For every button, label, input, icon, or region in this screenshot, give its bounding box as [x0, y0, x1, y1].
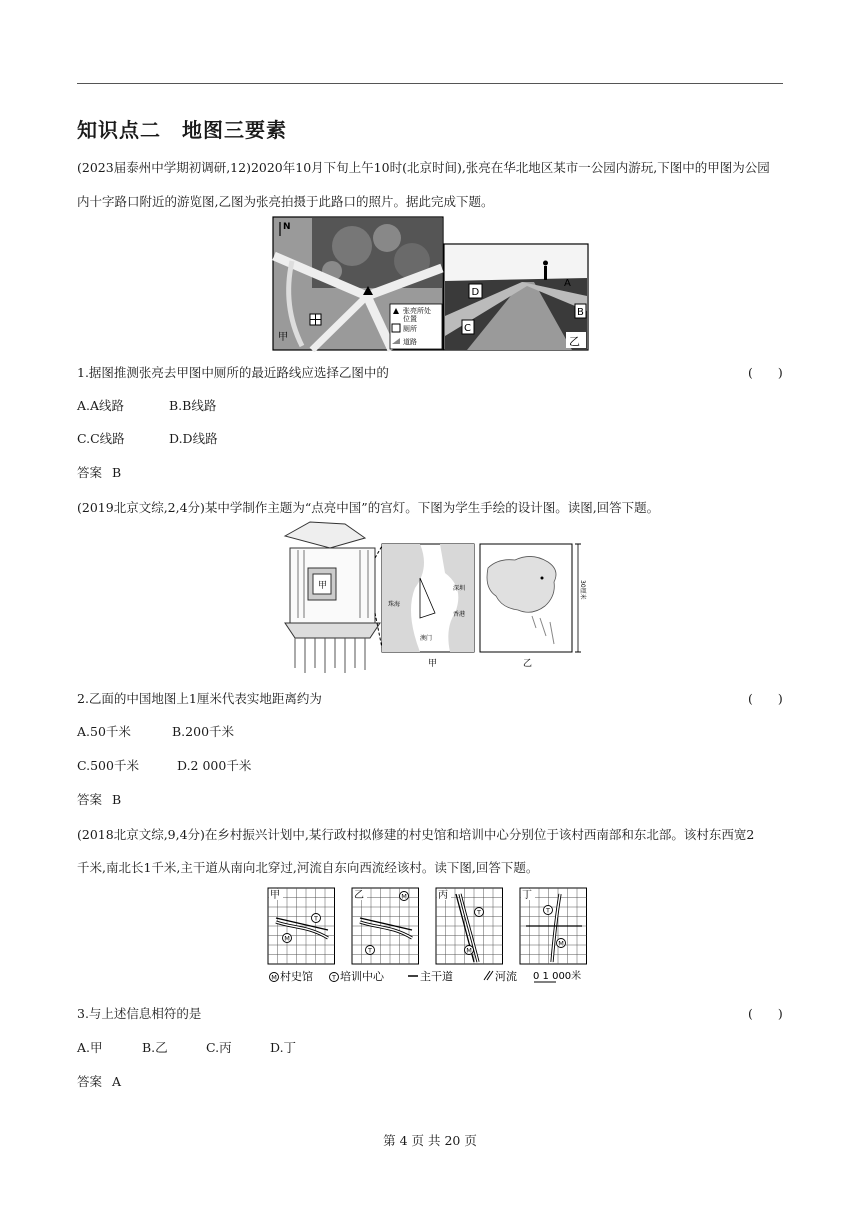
- q1-option-b: B.B线路: [169, 398, 217, 413]
- museum-bing-letter: M: [466, 946, 472, 955]
- legend-road-label: 主干道: [420, 970, 453, 983]
- legend-road: 道路: [403, 338, 417, 346]
- q3-intro-line2: 千米,南北长1千米,主干道从南向北穿过,河流自东向西流经该村。读下图,回答下题。: [77, 860, 539, 875]
- village-figure: [266, 886, 596, 994]
- grid-panel-label-2: 乙: [354, 890, 364, 901]
- q3-answer-value: A: [112, 1074, 122, 1089]
- q1-answer: [77, 463, 121, 481]
- legend-museum-label: 村史馆: [280, 970, 313, 983]
- map-jia-label: 甲: [278, 332, 288, 343]
- q3-option-a: A.甲: [77, 1040, 103, 1055]
- q1-options-row2: [77, 429, 218, 447]
- q2-answer-label: 答案: [77, 792, 103, 807]
- section-title: 知识点二 地图三要素: [77, 118, 287, 142]
- q2-stem: 2.乙面的中国地图上1厘米代表实地距离约为: [77, 691, 322, 706]
- q1-options-row1: [77, 396, 216, 414]
- q2-options-row1: [77, 722, 234, 740]
- page-footer: 第 4 页 共 20 页: [383, 1133, 477, 1148]
- legend-river-line: [484, 971, 490, 980]
- q3-answer-label: 答案: [77, 1074, 103, 1089]
- road-d-label: D: [471, 287, 480, 298]
- q2-answer: [77, 790, 121, 808]
- legend-scale-label: 0 1 000米: [533, 971, 582, 982]
- q3-intro-line1: (2018北京文综,9,4分)在乡村振兴计划中,某行政村拟修建的村史馆和培训中心分别位于该村西南部和东北部。该村东西宽2: [77, 827, 755, 842]
- training-bing-letter: T: [477, 908, 481, 917]
- svg-text:位置: 位置: [403, 315, 417, 323]
- museum-jia-letter: M: [284, 934, 290, 943]
- q2-option-b: B.200千米: [172, 724, 235, 739]
- lantern-drawing: [285, 522, 382, 673]
- road-b-label: B: [577, 307, 584, 318]
- q3-option-b: B.乙: [142, 1040, 168, 1055]
- q3-options-row: [77, 1038, 296, 1056]
- q2-option-c: C.500千米: [77, 758, 139, 773]
- place-macau: 澳门: [420, 635, 433, 642]
- legend-toilet: 厕所: [403, 325, 417, 333]
- q2-option-d: D.2 000千米: [177, 758, 252, 773]
- q2-option-a: A.50千米: [77, 724, 131, 739]
- place-shenzhen: 深圳: [453, 585, 466, 592]
- q2-intro: (2019北京文综,2,4分)某中学制作主题为“点亮中国”的宫灯。下图为学生手绘的设计图。读图,回答下题。: [77, 500, 660, 515]
- training-yi-letter: T: [368, 946, 372, 955]
- legend-position: 张亮所处: [403, 307, 431, 315]
- place-zhuhai: 珠海: [388, 601, 401, 608]
- q1-answer-paren: ( ): [748, 365, 783, 380]
- q1-option-c: C.C线路: [77, 431, 125, 446]
- park-figure: [272, 216, 590, 356]
- q1-option-d: D.D线路: [169, 431, 218, 446]
- grid-panel-label-3: 丙: [438, 890, 448, 901]
- lantern-jia-label: 甲: [318, 581, 328, 591]
- lantern-figure: [270, 518, 590, 682]
- q3-option-d: D.丁: [270, 1040, 297, 1055]
- photo-yi-label: 乙: [569, 335, 580, 348]
- q1-stem: 1.据图推测张亮去甲图中厕所的最近路线应选择乙图中的: [77, 365, 389, 380]
- panel-yi-label: 乙: [523, 659, 533, 669]
- road-c-label: C: [464, 323, 471, 334]
- training-jia-letter: T: [314, 914, 318, 923]
- legend-river-label: 河流: [495, 970, 517, 983]
- grid-panel-label-4: 丁: [522, 890, 532, 901]
- q3-option-c: C.丙: [206, 1040, 232, 1055]
- road-a-label: A: [564, 278, 571, 289]
- panel-jia-label: 甲: [428, 659, 438, 669]
- q1-intro-line2: 内十字路口附近的游览图,乙图为张亮拍摄于此路口的照片。据此完成下题。: [77, 194, 494, 209]
- header-rule: [77, 83, 783, 84]
- legend-training-label: 培训中心: [340, 970, 384, 983]
- q3-answer-paren: ( ): [748, 1006, 783, 1021]
- legend-museum-letter: M: [271, 973, 277, 982]
- q3-answer: [77, 1072, 121, 1090]
- grid-panel-label-1: 甲: [270, 890, 280, 901]
- q1-answer-value: B: [112, 465, 122, 480]
- north-label: N: [283, 222, 291, 232]
- training-ding-letter: T: [546, 906, 550, 915]
- legend-training-letter: T: [332, 973, 336, 982]
- museum-yi-letter: M: [401, 892, 407, 901]
- q1-answer-label: 答案: [77, 465, 103, 480]
- q1-option-a: A.A线路: [77, 398, 125, 413]
- scale-text: 30厘米: [579, 580, 586, 600]
- q2-answer-value: B: [112, 792, 122, 807]
- q2-options-row2: [77, 756, 251, 774]
- q2-answer-paren: ( ): [748, 691, 783, 706]
- museum-ding-letter: M: [558, 939, 564, 948]
- place-hongkong: 香港: [453, 611, 466, 618]
- q1-intro-line1: (2023届泰州中学期初调研,12)2020年10月下旬上午10时(北京时间),张亮在华北地区某市一公园内游玩,下图中的甲图为公园: [77, 160, 770, 175]
- q3-stem: 3.与上述信息相符的是: [77, 1006, 202, 1021]
